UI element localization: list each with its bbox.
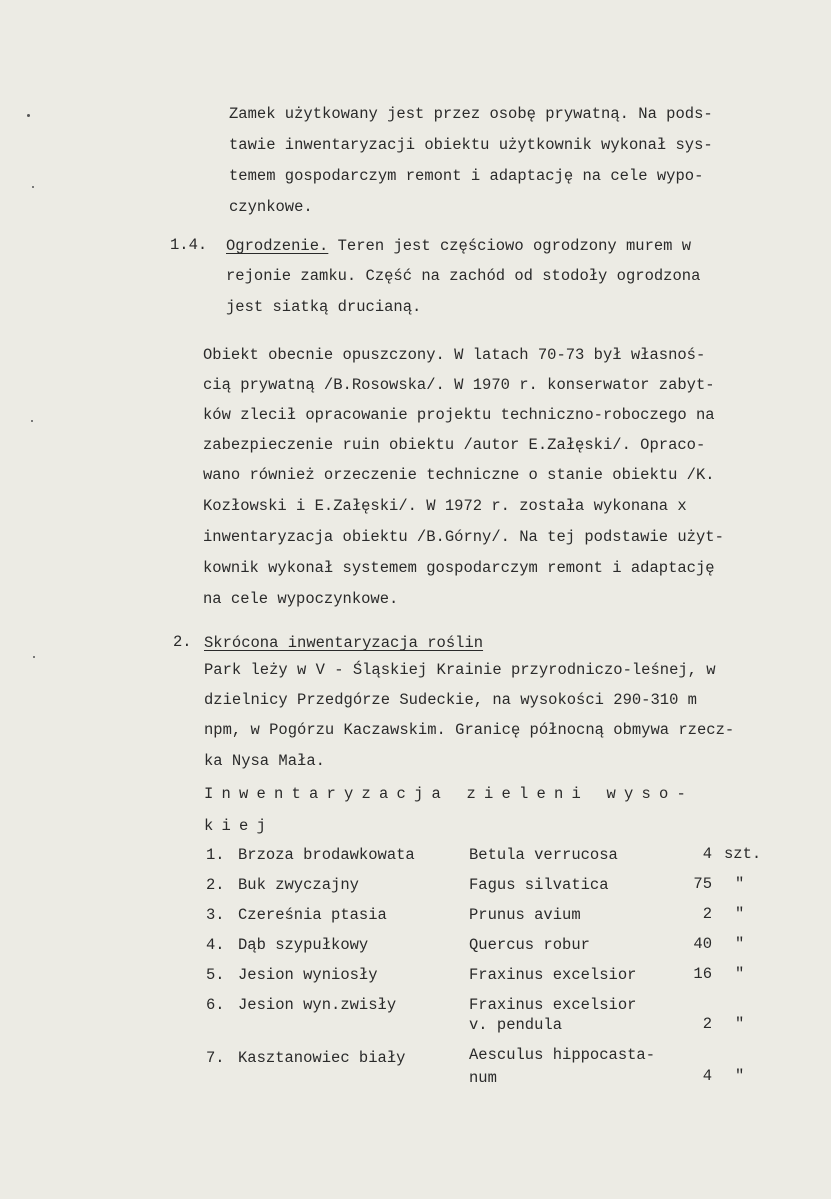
- text-line: Park leży w V - Śląskiej Krainie przyrodniczo-leśnej, w: [204, 661, 716, 679]
- text-line: cią prywatną /B.Rosowska/. W 1970 r. konserwator zabyt-: [203, 376, 715, 394]
- tree-count: 4: [702, 1067, 712, 1085]
- text-line: ka Nysa Mała.: [204, 752, 325, 770]
- latin-name-continued: num: [469, 1069, 497, 1087]
- latin-name: Quercus robur: [469, 936, 590, 954]
- latin-name: Fagus silvatica: [469, 876, 609, 894]
- section-heading: Ogrodzenie.: [226, 237, 329, 255]
- text-line: temem gospodarczym remont i adaptację na cele wypo-: [229, 167, 704, 185]
- count-unit: szt.: [724, 845, 762, 863]
- latin-name-variety: v. pendula: [469, 1016, 563, 1034]
- row-number: 4.: [206, 936, 225, 954]
- text-line: kownik wykonał systemem gospodarczym remont i adaptację: [203, 559, 715, 577]
- text-line: npm, w Pogórzu Kaczawskim. Granicę północną obmywa rzecz-: [204, 721, 735, 739]
- tree-count: 16: [693, 965, 712, 983]
- common-name: Jesion wyn.zwisły: [238, 996, 397, 1014]
- text-line: rejonie zamku. Część na zachód od stodoły ogrodzona: [226, 267, 701, 285]
- paper-speck: [31, 420, 33, 422]
- text-line: inwentaryzacja obiektu /B.Górny/. Na tej podstawie użyt-: [203, 528, 724, 546]
- row-number: 5.: [206, 966, 225, 984]
- count-unit: ": [735, 1015, 745, 1033]
- common-name: Czereśnia ptasia: [238, 906, 387, 924]
- tree-count: 40: [693, 935, 712, 953]
- section-number: 2.: [173, 633, 192, 651]
- text-line: tawie inwentaryzacji obiektu użytkownik wykonał sys-: [229, 136, 713, 154]
- tree-count: 2: [702, 905, 712, 923]
- paper-speck: [27, 114, 30, 117]
- paper-speck: [32, 186, 34, 188]
- count-unit: ": [735, 905, 745, 923]
- latin-name: Fraxinus excelsior: [469, 966, 637, 984]
- text-line: na cele wypoczynkowe.: [203, 590, 399, 608]
- count-unit: ": [735, 1067, 745, 1085]
- text-line: Zamek użytkowany jest przez osobę prywatną. Na pods-: [229, 105, 713, 123]
- row-number: 3.: [206, 906, 225, 924]
- tree-count: 4: [702, 845, 712, 863]
- text-line: ków zlecił opracowanie projektu techniczno-roboczego na: [203, 406, 715, 424]
- tree-count: 75: [693, 875, 712, 893]
- common-name: Brzoza brodawkowata: [238, 846, 415, 864]
- text-line: [226, 236, 691, 256]
- tree-count: 2: [702, 1015, 712, 1033]
- count-unit: ": [735, 935, 745, 953]
- count-unit: ": [735, 965, 745, 983]
- row-number: 1.: [206, 846, 225, 864]
- inventory-heading: kiej: [204, 817, 275, 835]
- common-name: Jesion wyniosły: [238, 966, 378, 984]
- text-line: Obiekt obecnie opuszczony. W latach 70-73 był własnoś-: [203, 346, 706, 364]
- text-span: Teren jest częściowo ogrodzony murem w: [328, 237, 692, 255]
- text-line: zabezpieczenie ruin obiektu /autor E.Załęski/. Opraco-: [203, 436, 706, 454]
- common-name: Dąb szypułkowy: [238, 936, 369, 954]
- paper-speck: [33, 656, 35, 658]
- latin-name: Fraxinus excelsior: [469, 996, 637, 1014]
- text-line: wano również orzeczenie techniczne o stanie obiektu /K.: [203, 466, 715, 484]
- latin-name: Betula verrucosa: [469, 846, 618, 864]
- row-number: 6.: [206, 996, 225, 1014]
- text-line: Kozłowski i E.Załęski/. W 1972 r. została wykonana x: [203, 497, 687, 515]
- section-heading: Skrócona inwentaryzacja roślin: [204, 634, 484, 652]
- common-name: Buk zwyczajny: [238, 876, 359, 894]
- latin-name: Prunus avium: [469, 906, 581, 924]
- common-name: Kasztanowiec biały: [238, 1049, 406, 1067]
- row-number: 2.: [206, 876, 225, 894]
- text-line: dzielnicy Przedgórze Sudeckie, na wysokości 290-310 m: [204, 691, 697, 709]
- row-number: 7.: [206, 1049, 225, 1067]
- count-unit: ": [735, 875, 745, 893]
- text-line: jest siatką drucianą.: [226, 298, 422, 316]
- section-number: 1.4.: [170, 236, 208, 254]
- inventory-heading: Inwentaryzacja zieleni wyso-: [204, 785, 695, 803]
- text-line: czynkowe.: [229, 198, 313, 216]
- latin-name: Aesculus hippocasta-: [469, 1046, 656, 1064]
